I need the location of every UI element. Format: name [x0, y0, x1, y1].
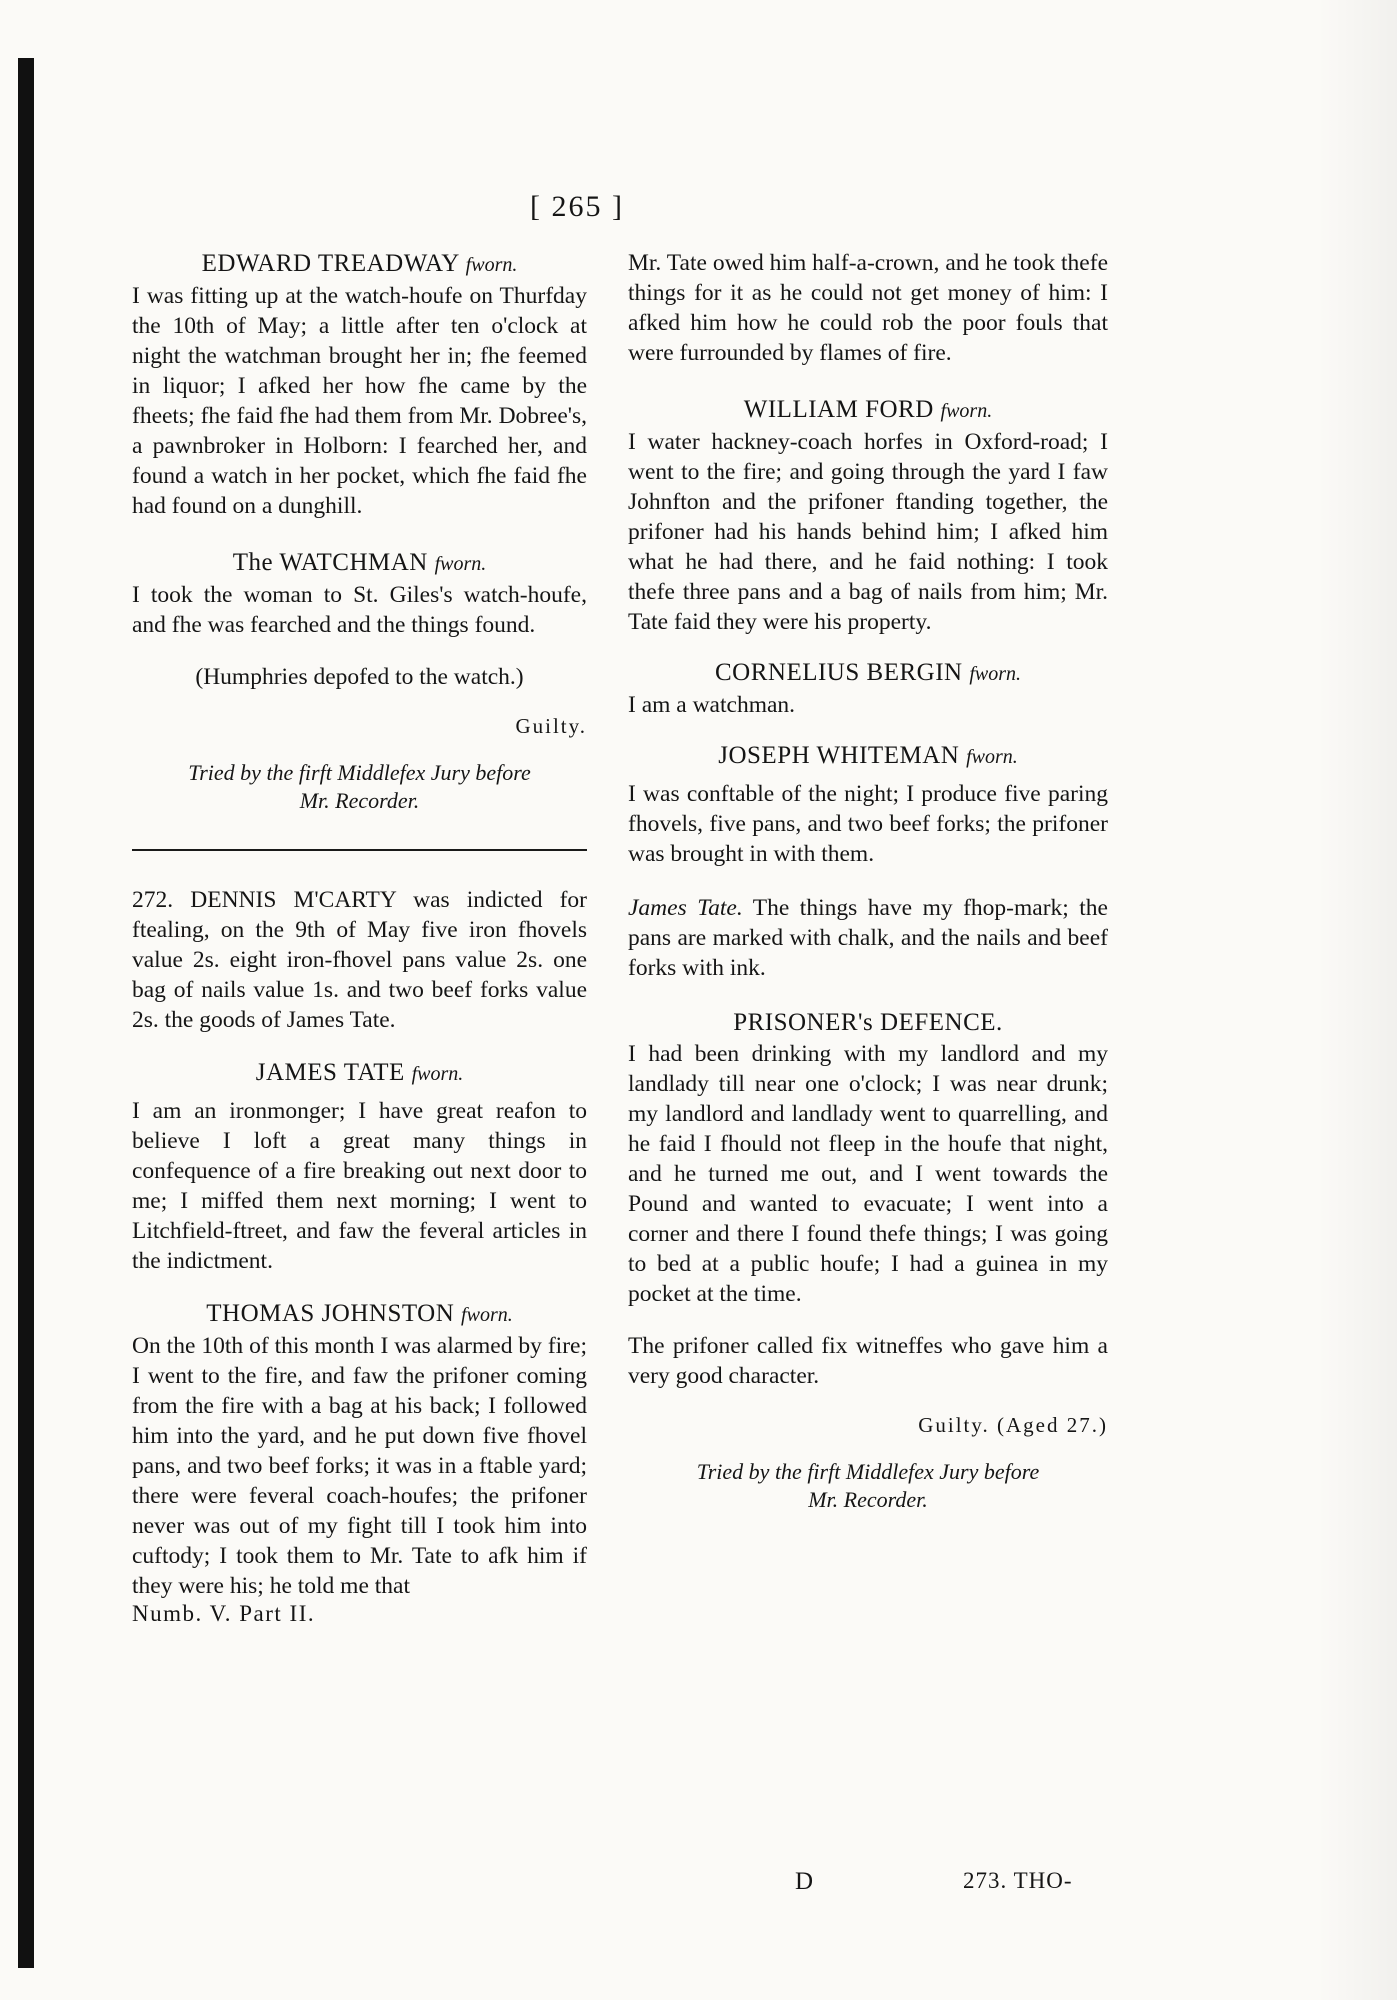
defence-heading: PRISONER's DEFENCE.	[733, 1009, 1003, 1036]
right-column	[628, 248, 1108, 1514]
speaker-name: James Tate.	[628, 895, 743, 921]
page-number: [ 265 ]	[530, 190, 624, 223]
testimony-continued: Mr. Tate owed him half-a-crown, and he took thefe things for it as he could not get money of him: I afked him how he could rob the poor fouls that were furrounded by flames of fire.	[628, 250, 1108, 366]
testimony-cornelius-bergin: I am a watchman.	[628, 692, 796, 718]
jury-note-line-1: Tried by the firft Middlefex Jury before	[696, 1459, 1040, 1484]
binding-shadow	[18, 58, 34, 1968]
catchword: 273. THO-	[963, 1868, 1073, 1893]
verdict: Guilty. (Aged 27.)	[918, 1413, 1108, 1437]
sworn-label: fworn.	[465, 254, 518, 276]
testimony-james-tate-recalled	[628, 893, 1108, 983]
testimony-james-tate: I am an ironmonger; I have great reafon to believe I loft a great many things in confequence of a fire breaking out next door to me; I miffed them next morning; I went to Litchfield-ftreet, and faw the feveral articles in the indictment.	[132, 1098, 587, 1274]
testimony-thomas-johnston: On the 10th of this month I was alarmed by fire; I went to the fire, and faw the prifoner coming from the fire with a bag at his back; I followed him into the yard, and he put down five fhovel pans, and two beef forks; it was in a ftable yard; there were feveral coach-houfes; the prifoner never was out of my fight till I took him into cuftody; I took them to Mr. Tate to afk him if they were his; he told me that	[132, 1333, 587, 1599]
witness-name: EDWARD TREADWAY	[201, 250, 459, 277]
witness-heading-thomas-johnston	[132, 1298, 587, 1331]
witness-heading-cornelius-bergin	[628, 657, 1108, 690]
witness-name: THOMAS JOHNSTON	[206, 1300, 455, 1327]
sworn-label: fworn.	[434, 553, 487, 575]
witness-heading-watchman	[132, 547, 587, 580]
sworn-label: fworn.	[966, 746, 1018, 768]
witness-name: CORNELIUS BERGIN	[714, 659, 963, 686]
jury-note-line-1: Tried by the firft Middlefex Jury before	[188, 760, 531, 785]
sworn-label: fworn.	[969, 663, 1022, 685]
witness-heading-joseph-whiteman	[628, 740, 1108, 773]
jury-note-line-2: Mr. Recorder.	[299, 788, 420, 813]
witness-name: The WATCHMAN	[232, 549, 428, 576]
witness-heading-james-tate	[132, 1057, 587, 1090]
prisoner-defence: I had been drinking with my landlord and my landlady till near one o'clock; I was near drunk; my landlord and landlady went to quarrelling, and he faid I fhould not fleep in the houfe that night, and he turned me out, and I went towards the Pound and wanted to evacuate; I went into a corner and there I found thefe things; I was going to bed at a public houfe; I had a guinea in my pocket at the time.	[628, 1041, 1108, 1307]
speaker-text: The things have my fhop-mark; the pans are marked with chalk, and the nails and beef forks with ink.	[628, 895, 1108, 981]
testimony-william-ford: I water hackney-coach horfes in Oxford-road; I went to the fire; and going through the yard I faw Johnfton and the prifoner ftanding together, the prifoner had his hands behind him; I afked him what he had there, and he faid nothing: I took thefe three pans and a bag of nails from him; Mr. Tate faid they were his property.	[628, 429, 1108, 635]
verdict: Guilty.	[515, 714, 587, 738]
witness-name: JOSEPH WHITEMAN	[718, 742, 960, 769]
character-witnesses: The prifoner called fix witneffes who gave him a very good character.	[628, 1333, 1108, 1389]
witness-name: JAMES TATE	[255, 1059, 405, 1086]
page-edge	[1317, 0, 1397, 2000]
indictment-272: 272. DENNIS M'CARTY was indicted for ftealing, on the 9th of May five iron fhovels value 2s. eight iron-fhovel pans value 2s. one bag of nails value 1s. and two beef forks value 2s. the goods of James Tate.	[132, 887, 587, 1033]
witness-name: WILLIAM FORD	[743, 396, 934, 423]
sworn-label: fworn.	[461, 1304, 513, 1326]
part-footer: Numb. V. Part II.	[132, 1601, 316, 1626]
sworn-label: fworn.	[940, 400, 993, 422]
witness-heading-william-ford	[628, 394, 1108, 427]
jury-note-line-2: Mr. Recorder.	[808, 1487, 928, 1512]
signature-mark: D	[795, 1868, 814, 1895]
sworn-label: fworn.	[411, 1063, 464, 1085]
left-column	[132, 248, 587, 1627]
testimony-joseph-whiteman: I was conftable of the night; I produce five paring fhovels, five pans, and two beef forks; the prifoner was brought in with them.	[628, 781, 1108, 867]
testimony-edward-treadway: I was fitting up at the watch-houfe on Thurfday the 10th of May; a little after ten o'clock at night the watchman brought her in; fhe feemed in liquor; I afked her how fhe came by the fheets; fhe faid fhe had them from Mr. Dobree's, a pawnbroker in Holborn: I fearched her, and found a watch in her pocket, which fhe faid fhe had found on a dunghill.	[132, 283, 587, 519]
witness-heading-edward-treadway	[132, 248, 587, 281]
testimony-watchman: I took the woman to St. Giles's watch-houfe, and fhe was fearched and the things found.	[132, 582, 587, 638]
deposition-note: (Humphries depofed to the watch.)	[195, 664, 524, 690]
